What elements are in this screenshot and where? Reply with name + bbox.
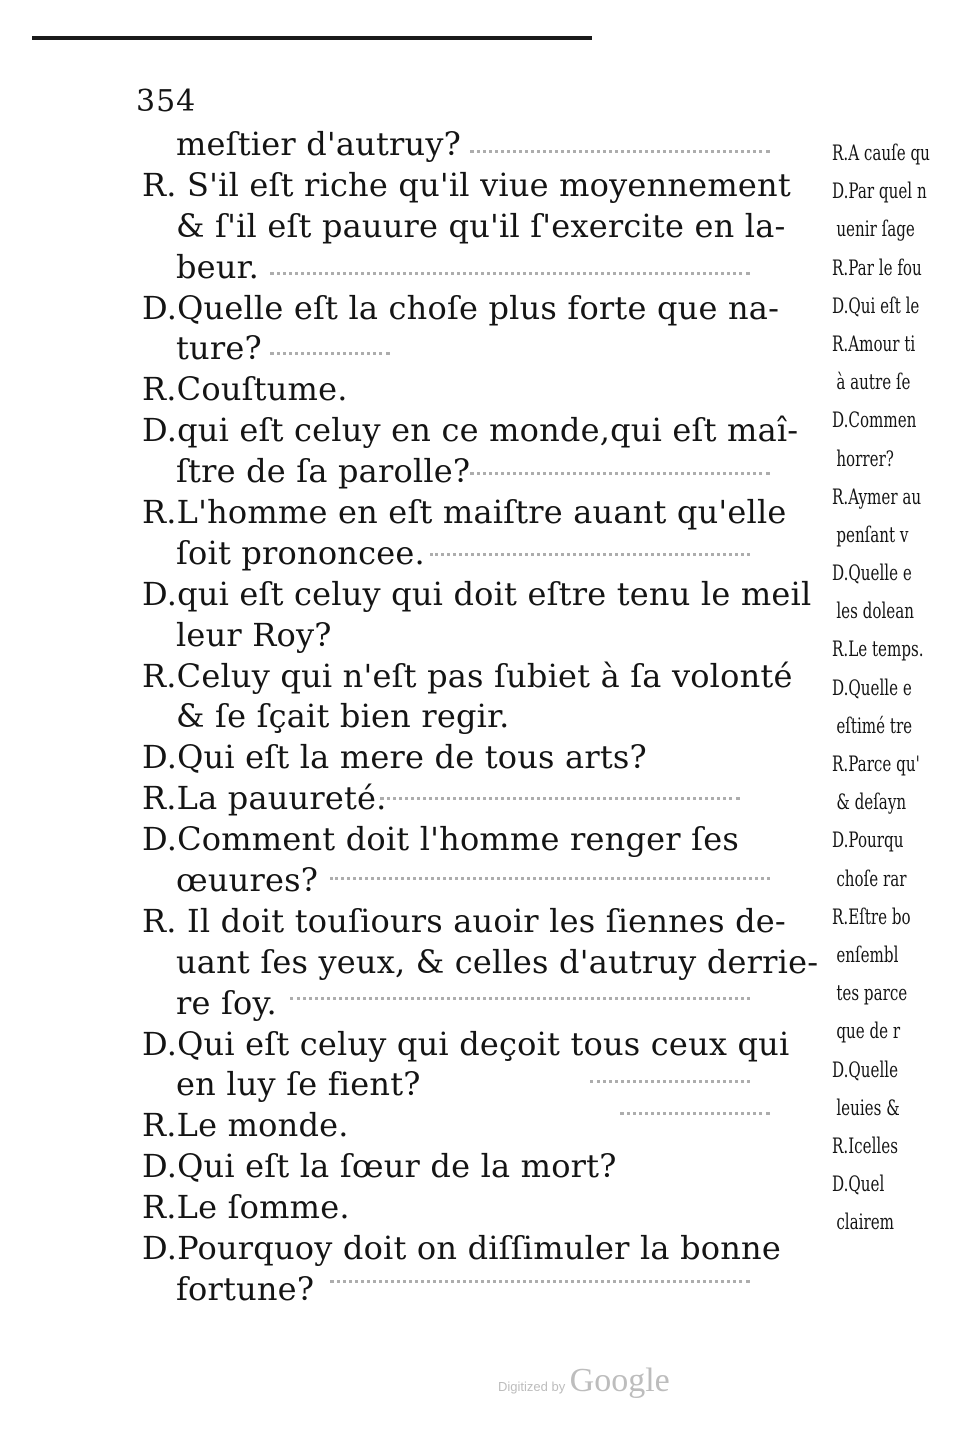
text-line: fortune? bbox=[176, 1269, 315, 1308]
print-noise bbox=[590, 1080, 750, 1086]
text-line: en luy ſe fient? bbox=[176, 1065, 421, 1104]
margin-line: à autre ſe bbox=[836, 370, 911, 395]
margin-line: clairem bbox=[836, 1210, 894, 1235]
margin-line: R.Icelles bbox=[832, 1133, 898, 1158]
page-top-rule bbox=[32, 36, 592, 40]
margin-line: D.Qui eſt le bbox=[832, 293, 920, 318]
margin-line: D.Quelle e bbox=[832, 561, 912, 586]
text-line: beur. bbox=[176, 247, 259, 286]
text-line: R.Couſtume. bbox=[142, 370, 348, 409]
margin-line: penſant v bbox=[836, 522, 909, 547]
main-text-column bbox=[142, 124, 819, 1310]
margin-line: tes parce bbox=[836, 981, 908, 1006]
text-line: D.qui eſt celuy en ce monde,qui eſt maî- bbox=[142, 411, 799, 450]
margin-line: R.Le temps. bbox=[832, 637, 924, 662]
margin-line: D.Quelle bbox=[832, 1057, 899, 1082]
text-line: D.Quelle eſt la choſe plus forte que na- bbox=[142, 288, 780, 327]
text-line: D.Pourquoy doit on diſſimuler la bonne bbox=[142, 1229, 781, 1268]
print-noise bbox=[270, 352, 390, 358]
print-noise bbox=[380, 797, 740, 803]
text-line: R.Le ſomme. bbox=[142, 1188, 350, 1227]
text-line: R.L'homme en eſt maiſtre auant qu'elle bbox=[142, 493, 787, 532]
text-line: & ſ'il eſt pauure qu'il ſ'exercite en la- bbox=[176, 206, 786, 245]
print-noise bbox=[290, 997, 750, 1003]
watermark-prefix: Digitized by bbox=[498, 1379, 566, 1394]
page-number: 354 bbox=[136, 84, 197, 119]
text-line: R. Il doit touſiours auoir les ſiennes de- bbox=[142, 901, 786, 940]
text-line: ſoit prononcee. bbox=[176, 533, 425, 572]
text-line: meſtier d'autruy? bbox=[176, 125, 461, 163]
margin-line: R.Amour ti bbox=[832, 331, 916, 356]
text-line: R.La pauureté. bbox=[142, 779, 387, 818]
google-logo: Google bbox=[569, 1362, 670, 1399]
margin-line: R.Par le fou bbox=[832, 255, 922, 280]
text-line: ſtre de ſa parolle? bbox=[176, 452, 471, 491]
margin-line: R.Parce qu' bbox=[832, 752, 920, 776]
margin-line: & deſayn bbox=[836, 790, 907, 815]
text-line: D.Qui eſt celuy qui deçoit tous ceux qui bbox=[142, 1024, 790, 1063]
text-line: leur Roy? bbox=[176, 615, 332, 654]
text-line: R.Le monde. bbox=[142, 1106, 349, 1145]
text-line: R. S'il eſt riche qu'il viue moyennement bbox=[142, 165, 791, 204]
margin-line: D.Quelle e bbox=[832, 675, 912, 700]
text-line: D.qui eſt celuy qui doit eſtre tenu le meil bbox=[142, 574, 812, 613]
text-line: D.Qui eſt la ſœur de la mort? bbox=[142, 1147, 617, 1186]
text-line: & ſe ſçait bien regir. bbox=[176, 697, 510, 736]
print-noise bbox=[430, 553, 750, 559]
print-noise bbox=[470, 472, 770, 478]
print-noise bbox=[330, 877, 770, 883]
margin-line: uenir ſage bbox=[836, 217, 915, 242]
margin-line: eſtimé tre bbox=[836, 713, 913, 738]
margin-line: leuies & bbox=[836, 1095, 900, 1120]
text-line: uant ſes yeux, & celles d'autruy derrie- bbox=[176, 942, 819, 981]
margin-line: R.Eſtre bo bbox=[832, 904, 911, 929]
margin-line: choſe rar bbox=[836, 866, 907, 891]
facing-page-margin-column bbox=[832, 134, 957, 1241]
text-line: D.Comment doit l'homme renger ſes bbox=[142, 820, 739, 859]
margin-line: que de r bbox=[836, 1019, 901, 1044]
print-noise bbox=[620, 1112, 770, 1118]
print-noise bbox=[330, 1280, 750, 1286]
print-noise bbox=[270, 272, 750, 278]
margin-line: horrer? bbox=[836, 446, 894, 471]
margin-line: R.Aymer au bbox=[832, 484, 922, 509]
margin-line: D.Commen bbox=[832, 408, 917, 433]
margin-line: R.A cauſe qu bbox=[832, 141, 930, 165]
text-line: ture? bbox=[176, 329, 262, 368]
digitized-by-google-watermark bbox=[498, 1362, 670, 1400]
margin-line: D.Pourqu bbox=[832, 828, 904, 853]
text-line: R.Celuy qui n'eſt pas ſubiet à ſa volonté bbox=[142, 656, 793, 695]
margin-line: enſembl bbox=[836, 942, 899, 967]
margin-line: D.Quel bbox=[832, 1172, 885, 1197]
text-line: œuures? bbox=[176, 861, 319, 900]
print-noise bbox=[470, 150, 770, 156]
margin-line: D.Par quel n bbox=[832, 179, 927, 204]
margin-line: les dolean bbox=[836, 599, 914, 624]
text-line: re ſoy. bbox=[176, 983, 277, 1022]
text-line: D.Qui eſt la mere de tous arts? bbox=[142, 738, 647, 777]
